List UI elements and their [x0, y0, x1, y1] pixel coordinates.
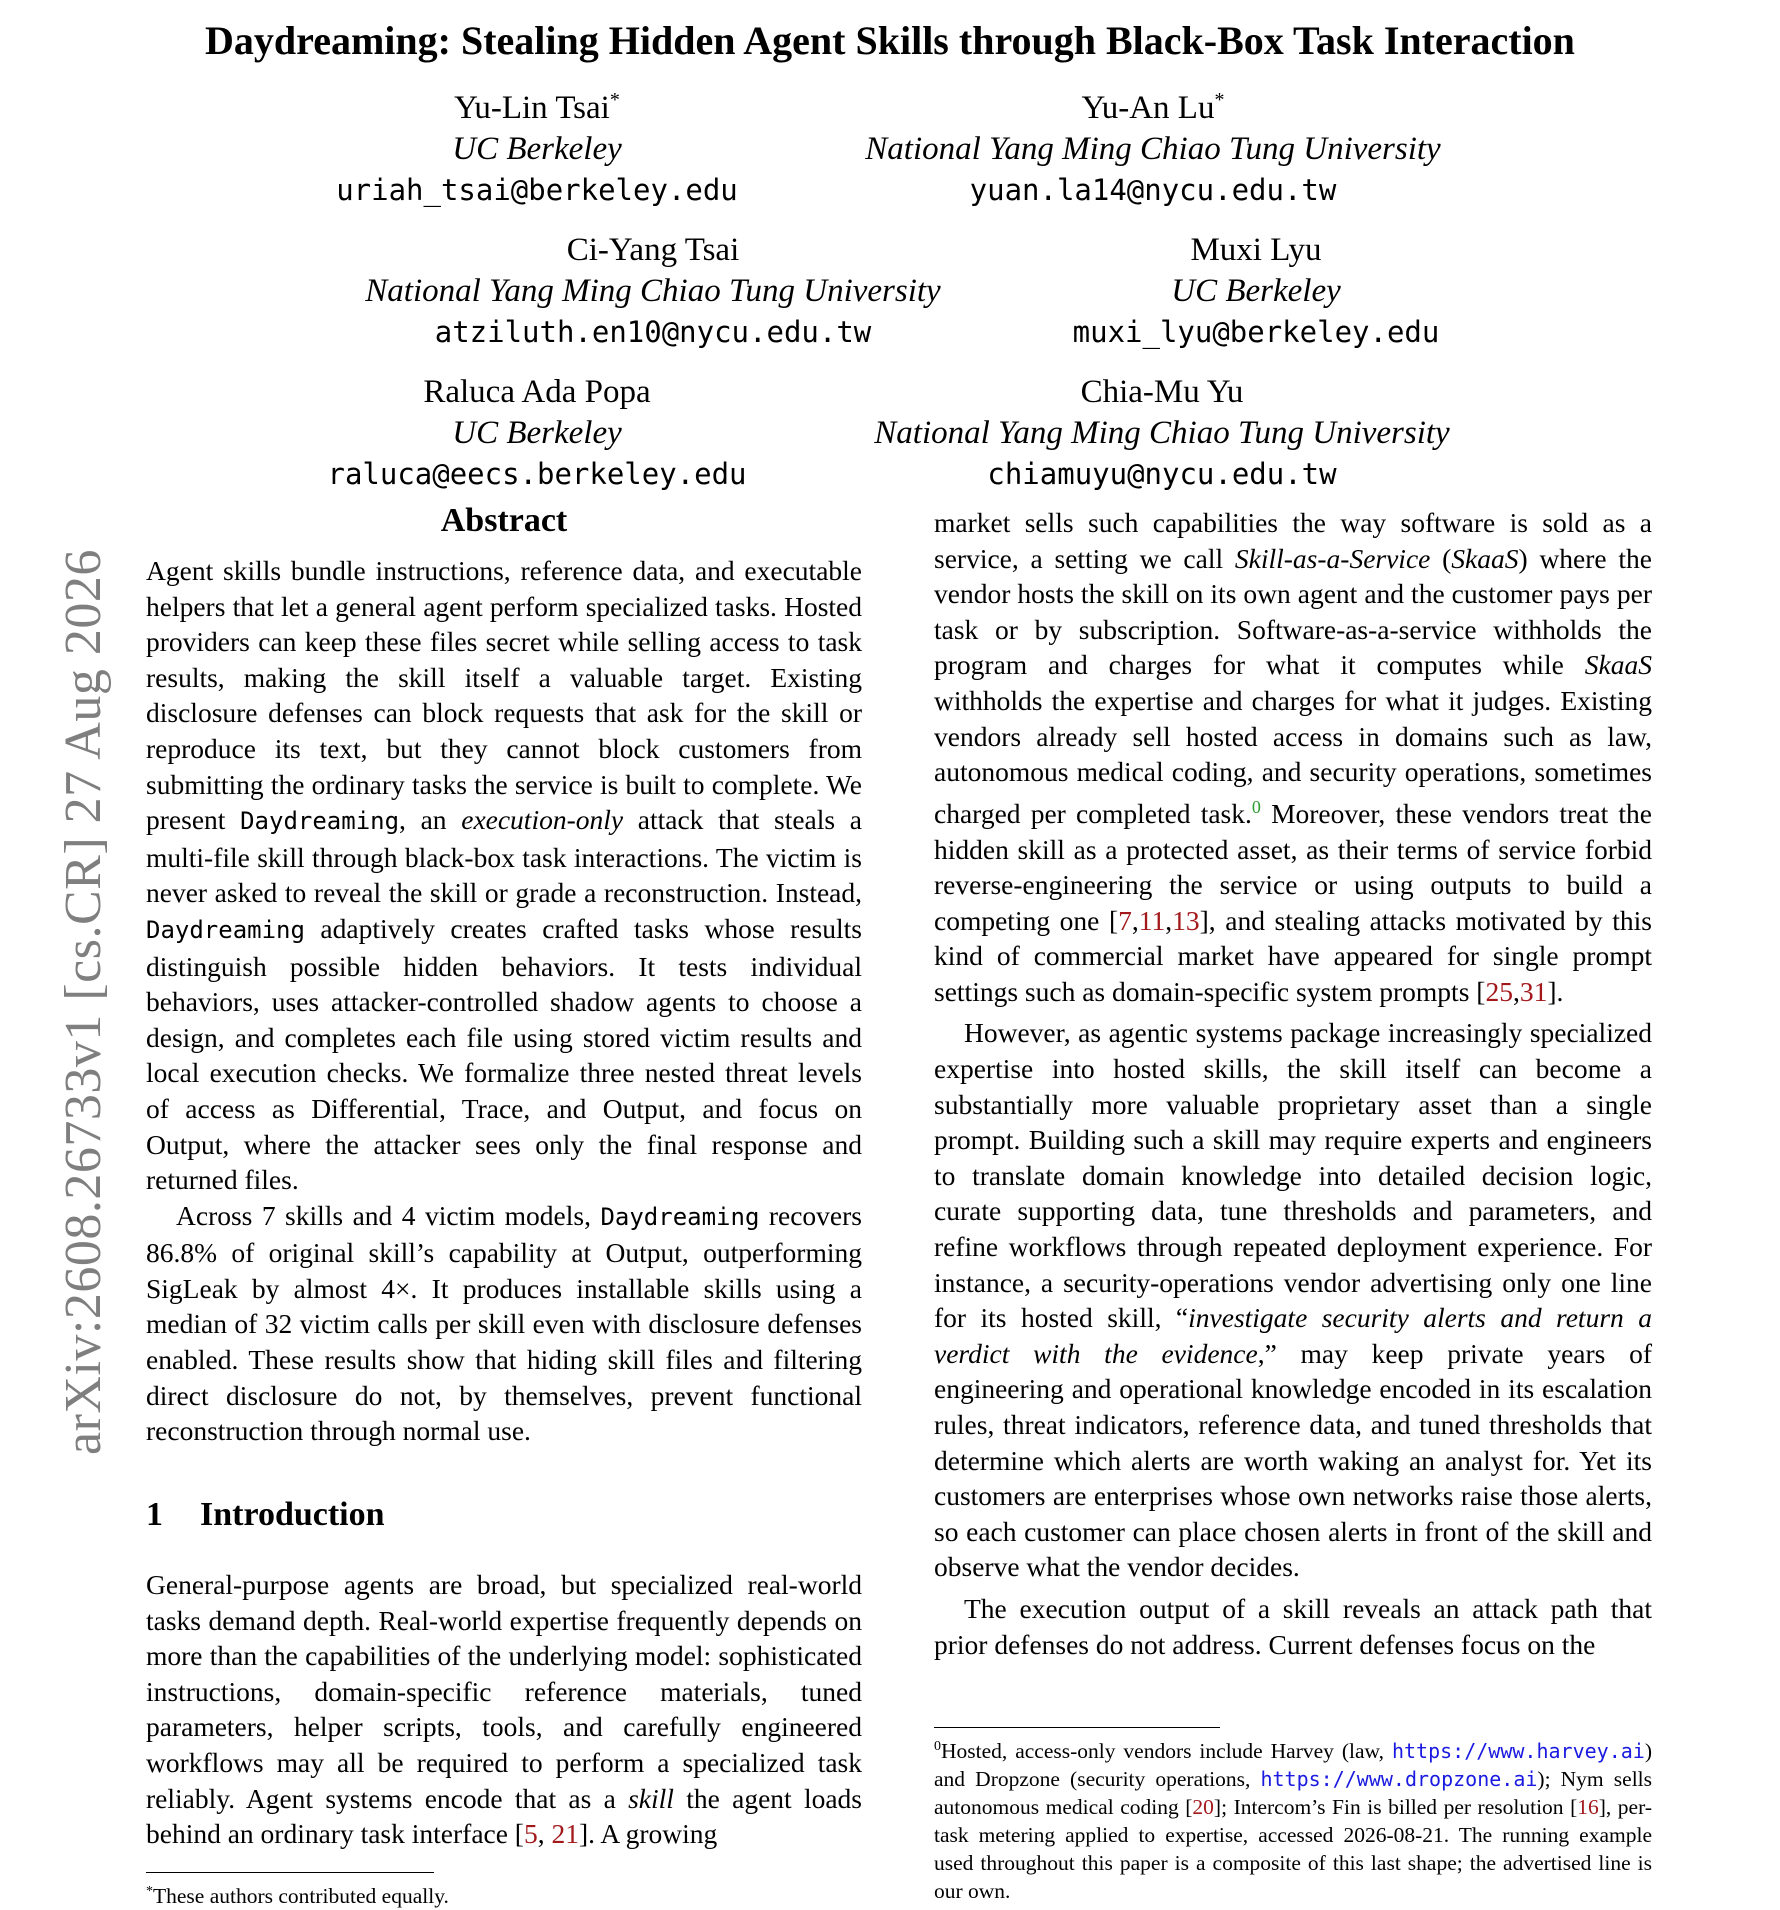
author-block [303, 222, 1003, 353]
citation-link[interactable]: 21 [551, 1818, 579, 1850]
arxiv-identifier[interactable]: arXiv:2608.26733v1 [cs.CR] 27 Aug 2026 [55, 549, 112, 1455]
author-email[interactable]: muxi_lyu@berkeley.edu [1072, 315, 1440, 349]
body-paragraph: General-purpose agents are broad, but specialized real-world tasks demand depth. Real-world expertise frequently depends on more than the capabilities of the underlying model: sophisticated instructions, domain-specific reference materials, tuned parameters, helper scripts, tools, and carefully engineered workflows may all be required to perform a specialized task reliably. Agent systems encode that as a skill the agent loads behind an ordinary task interface [5, 21]. A growing [146, 1569, 862, 1850]
author-email[interactable]: yuan.la14@nycu.edu.tw [969, 173, 1337, 207]
citation-link[interactable]: 5 [523, 1818, 538, 1850]
intro-left [146, 1567, 862, 1852]
footnote-url[interactable]: https://www.dropzone.ai [1260, 1767, 1538, 1792]
citation-link[interactable]: 11 [1138, 904, 1166, 936]
author-block [187, 80, 887, 211]
body-paragraph: The execution output of a skill reveals an attack path that prior defenses do not address. Current defenses focus on the [934, 1592, 1652, 1660]
citation-link[interactable]: 20 [1192, 1795, 1214, 1820]
author-affiliation: National Yang Ming Chiao Tung University [365, 273, 941, 309]
abstract-paragraph: Across 7 skills and 4 victim models, Daydreaming recovers 86.8% of original skill’s capability at Output, outperforming SigLeak by almost 4×. It produces installable skills using a median of 32 victim calls per skill even with disclosure defenses enabled. These results show that hiding skill files and filtering direct disclosure do not, by themselves, prevent functional reconstruction through normal use. [146, 1199, 862, 1447]
citation-link[interactable]: 31 [1519, 975, 1548, 1007]
right-column [934, 505, 1652, 1662]
author-affiliation: National Yang Ming Chiao Tung University [865, 131, 1441, 167]
body-paragraph: market sells such capabilities the way software is sold as a service, a setting we call Skill-as-a-Service (SkaaS) where the vendor hosts the skill on its own agent and the customer pays per task or by subscription. Software-as-a-service withholds the program and charges for what it computes while SkaaS withholds the expertise and charges for what it judges. Existing vendors already sell hosted access in domains such as law, autonomous medical coding, and security operations, sometimes charged per completed task.$^0$ Moreover, these vendors treat the hidden skill as a protected asset, as their terms of service forbid reverse-engineering the service or using outputs to build a competing one [7,11,13], and stealing attacks motivated by this kind of commercial market have appeared for single prompt settings such as domain-specific system prompts [25,31]. [934, 507, 1652, 1007]
abstract-paragraph: Agent skills bundle instructions, reference data, and executable helpers that let a general agent perform specialized tasks. Hosted providers can keep these files secret while selling access to task results, making the skill itself a valuable target. Existing disclosure defenses can block requests that ask for the skill or reproduce its text, but they cannot block customers from submitting the ordinary tasks the service is built to complete. We present Daydreaming, an execution-only attack that steals a multi-file skill through black-box task interactions. The victim is never asked to reveal the skill or grade a reconstruction. Instead, Daydreaming adaptively creates crafted tasks whose results distinguish possible hidden behaviors. It tests individual behaviors, uses attacker-controlled shadow agents to choose a design, and completes each file using stored victim results and local execution checks. We formalize three nested threat levels of access as Differential, Trace, and Output, and focus on Output, where the attacker sees only the final response and returned files. [146, 555, 862, 1196]
section-heading: 1 Introduction [146, 1496, 385, 1533]
author-block [187, 364, 887, 495]
author-block [812, 364, 1512, 495]
paper-title: Daydreaming: Stealing Hidden Agent Skills through Black-Box Task Interaction [205, 18, 1575, 63]
footnote-rule [146, 1872, 434, 1873]
footnote-rule [934, 1727, 1220, 1728]
citation-link[interactable]: 13 [1172, 904, 1200, 936]
author-affiliation: National Yang Ming Chiao Tung University [874, 415, 1450, 451]
citation-link[interactable]: 25 [1485, 975, 1513, 1007]
author-block [803, 80, 1503, 211]
citation-link[interactable]: 7 [1118, 904, 1132, 936]
abstract-heading: Abstract [440, 502, 568, 539]
footnote-url[interactable]: https://www.harvey.ai [1391, 1739, 1645, 1764]
citation-link[interactable]: 16 [1577, 1795, 1599, 1820]
footnote-marker[interactable]: 0 [1251, 796, 1261, 817]
footnote: $^0$Hosted, access-only vendors include Harvey (law, https://www.harvey.ai) and Dropzone (security operations, https://www.dropzone.ai); Nym sells autonomous medical coding [20]; Intercom’s Fin is billed per resolution [16], per-task metering applied to expertise, accessed 2026-08-21. The running example used throughout this paper is a composite of this last shape; the advertised line is our own. [934, 1739, 1653, 1904]
author-affiliation: UC Berkeley [452, 415, 622, 451]
footnote: *These authors contributed equally. [146, 1884, 449, 1909]
author-name: Yu-Lin Tsai* [454, 89, 620, 126]
author-name: Chia-Mu Yu [1080, 374, 1244, 410]
author-email[interactable]: chiamuyu@nycu.edu.tw [987, 457, 1337, 491]
author-name: Raluca Ada Popa [423, 374, 651, 410]
left-column [146, 553, 862, 1449]
author-block [906, 222, 1606, 353]
author-email[interactable]: atziluth.en10@nycu.edu.tw [434, 315, 872, 349]
author-email[interactable]: uriah_tsai@berkeley.edu [336, 173, 738, 207]
author-name: Muxi Lyu [1190, 232, 1322, 268]
body-paragraph: However, as agentic systems package increasingly specialized expertise into hosted skills, the skill itself can become a substantially more valuable proprietary asset than a single prompt. Building such a skill may require experts and engineers to translate domain knowledge into detailed decision logic, curate supporting data, tune thresholds and parameters, and refine workflows through repeated deployment experience. For instance, a security-operations vendor advertising only one line for its hosted skill, “investigate security alerts and return a verdict with the evidence,” may keep private years of engineering and operational knowledge encoded in its escalation rules, threat indicators, reference data, and tuned thresholds that determine which alerts are worth waking an analyst for. Yet its customers are enterprises whose own networks raise those alerts, so each customer can place chosen alerts in front of the skill and observe what the vendor decides. [934, 1017, 1652, 1583]
author-affiliation: UC Berkeley [452, 131, 622, 167]
author-affiliation: UC Berkeley [1171, 273, 1341, 309]
author-name: Yu-An Lu* [1081, 89, 1225, 126]
author-name: Ci-Yang Tsai [566, 232, 740, 268]
author-email[interactable]: raluca@eecs.berkeley.edu [327, 457, 747, 491]
